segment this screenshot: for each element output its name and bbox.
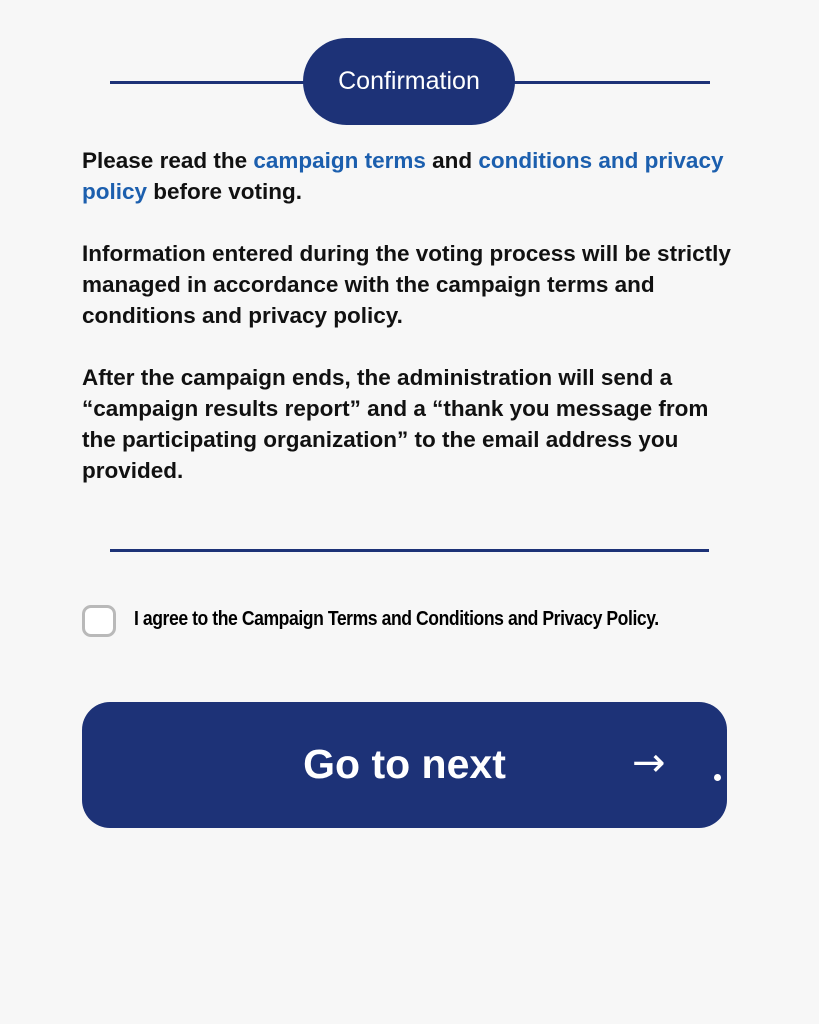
page-title: Confirmation	[303, 38, 515, 125]
after-paragraph: After the campaign ends, the administration will send a “campaign results report” and a “thank you message from the participating organization” to the email address you provided.	[82, 365, 709, 483]
confirmation-header	[110, 38, 710, 126]
agree-checkbox[interactable]	[82, 605, 116, 637]
section-divider	[110, 549, 709, 552]
button-dot	[714, 774, 721, 781]
go-to-next-button[interactable]	[82, 702, 727, 828]
conditions-privacy-link[interactable]: conditions and privacy policy	[82, 148, 724, 204]
header-divider-left	[110, 81, 310, 84]
go-to-next-label: Go to next	[303, 741, 506, 787]
agreement-row[interactable]	[82, 601, 730, 637]
arrow-right-icon: →	[632, 740, 666, 786]
intro-suffix: before voting.	[147, 179, 303, 204]
info-paragraph: Information entered during the voting process will be strictly managed in accordance with the campaign terms and conditions and privacy policy.	[82, 241, 731, 328]
agree-label[interactable]: I agree to the Campaign Terms and Conditions and Privacy Policy.	[134, 607, 659, 630]
intro-prefix: Please read the	[82, 148, 254, 173]
terms-content	[82, 145, 742, 517]
intro-middle: and	[425, 148, 479, 173]
header-divider-right	[514, 81, 710, 84]
campaign-terms-link[interactable]: campaign terms	[253, 148, 426, 173]
intro-paragraph	[82, 145, 742, 207]
